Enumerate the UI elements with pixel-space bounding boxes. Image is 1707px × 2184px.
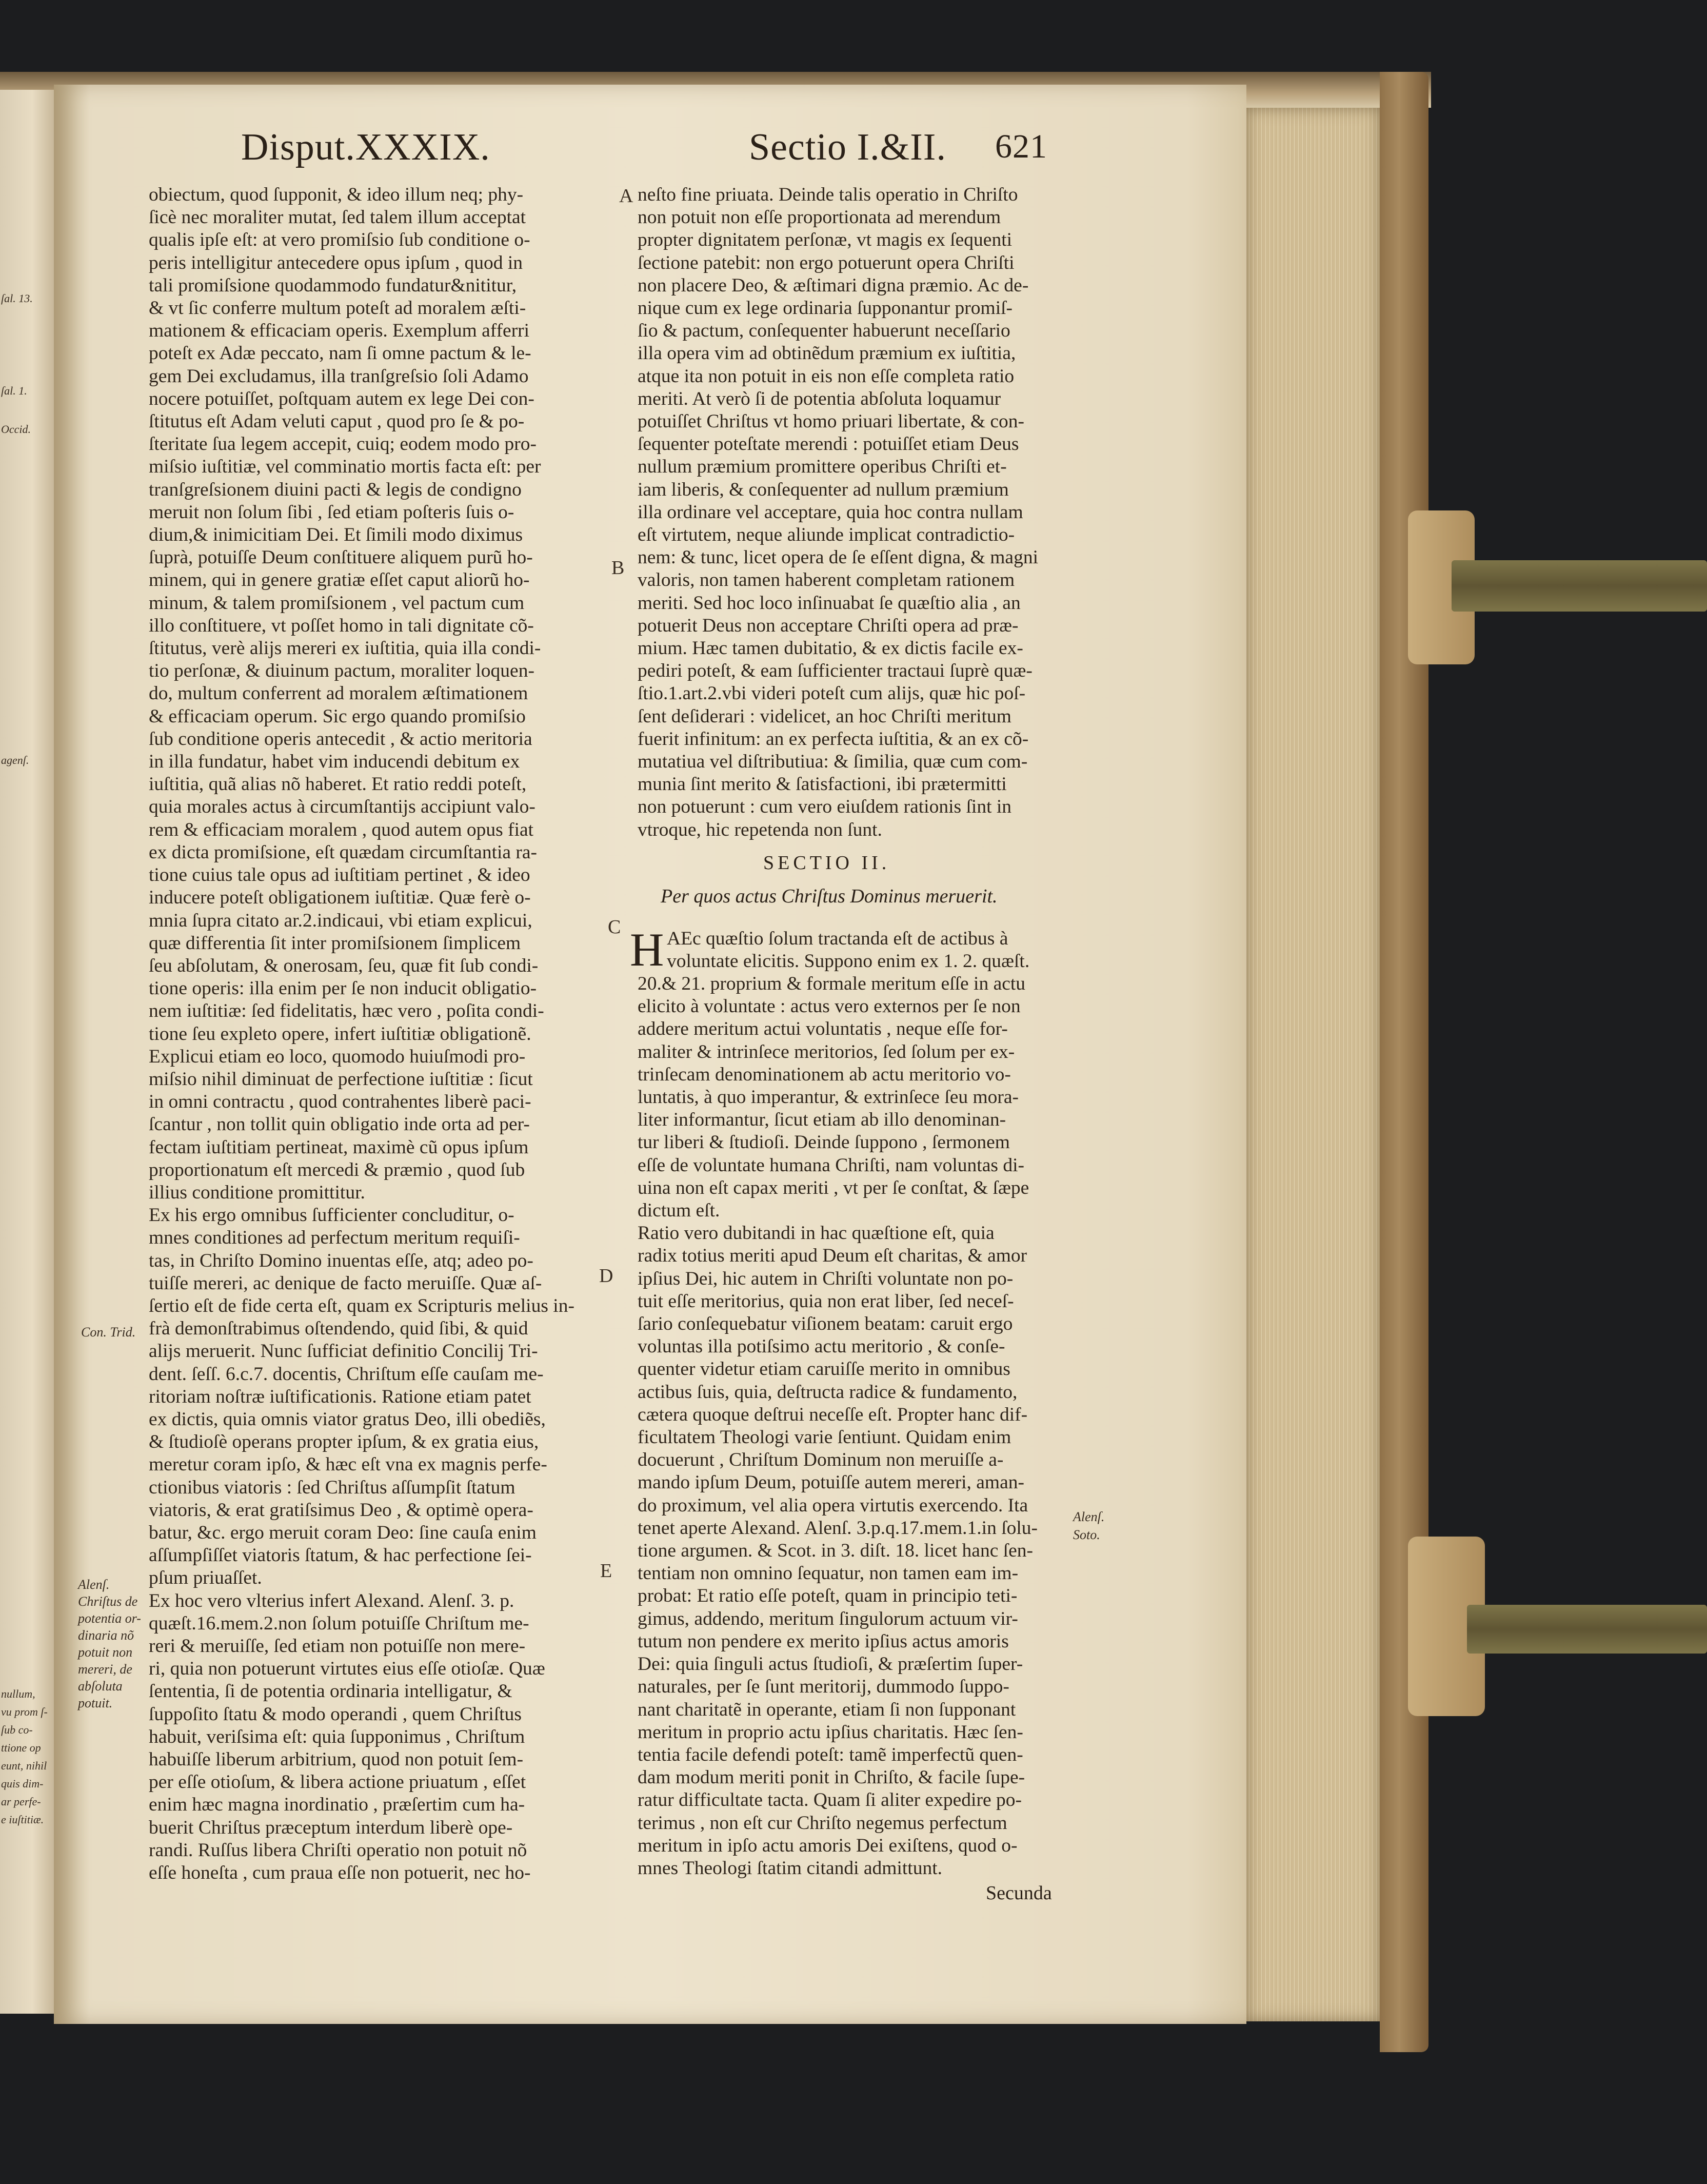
text-line: dent. ſeſſ. 6.c.7. docentis, Chriſtum eſſe cauſam me- <box>149 1363 544 1385</box>
text-line: luntatis, à quo imperantur, & extrinſece ſeu mora- <box>638 1087 1019 1108</box>
text-line: mutatiua vel diſtributiua: & ſimilia, quæ cum com- <box>638 751 1028 773</box>
text-line: ex dictis, quia omnis viator gratus Deo, illi obediẽs, <box>149 1408 546 1430</box>
text-line: inducere poteſt obligationem iuſtitiæ. Quæ ferè o- <box>149 887 531 909</box>
text-line: illius conditione promittitur. <box>149 1182 365 1203</box>
text-line: meruit non ſolum ſibi , ſed etiam poſteris ſuis o- <box>149 501 514 523</box>
margin-note-line: mereri, de <box>78 1662 132 1677</box>
text-line: ſicè nec moraliter mutat, ſed talem illum acceptat <box>149 207 526 228</box>
book-cover-board <box>1380 72 1428 2052</box>
text-line: minem, qui in genere gratiæ eſſet caput aliorũ ho- <box>149 569 530 591</box>
text-line: potuerit Deus non acceptare Chriſti opera ad præ- <box>638 615 1019 636</box>
margin-note-soto: Soto. <box>1073 1527 1100 1542</box>
text-line: iam liberis, & conſequenter ad nullum præmium <box>638 479 1009 500</box>
text-line: alijs meruerit. Nunc ſufficiat definitio Concilij Tri- <box>149 1341 538 1362</box>
text-line: iuſtitia, quã alias nõ haberet. Et ratio reddi poteſt, <box>149 774 527 795</box>
text-line: Explicui etiam eo loco, quomodo huiuſmodi pro- <box>149 1046 526 1067</box>
text-line: tas, in Chriſto Domino inuentas eſſe, atq; adeo po- <box>149 1250 533 1271</box>
text-line: naturales, per ſe ſunt meritorij, dummodo ſuppo- <box>638 1676 1009 1698</box>
text-line: tio perſonæ, & diuinum pactum, moraliter loquen- <box>149 660 534 682</box>
text-line: nant charitatẽ in operante, etiam ſi non ſupponant <box>638 1699 1016 1720</box>
text-line: ſtitutus eſt Adam veluti caput , quod pro ſe & po- <box>149 411 525 432</box>
text-line: elicito à voluntate : actus vero externos per ſe non <box>638 996 1021 1017</box>
text-line: proportionatum eſt mercedi & præmio , quod ſub <box>149 1159 525 1180</box>
text-line: rem & efficaciam moralem , quod autem opus fiat <box>149 819 534 840</box>
text-line: addere meritum actui voluntatis , neque eſſe for- <box>638 1018 1008 1040</box>
text-line: ſequenter poteſtate merendi : potuiſſet etiam Deus <box>638 434 1019 455</box>
text-line: pſum priuaſſet. <box>149 1567 262 1589</box>
text-line: ritoriam noſtræ iuſtificationis. Ratione etiam patet <box>149 1386 531 1407</box>
previous-page-fragment: ar perfe- <box>1 1795 41 1808</box>
margin-note-line: potuit non <box>78 1645 133 1660</box>
text-line: docuerunt , Chriſtum Dominum non meruiſſe a- <box>638 1449 1004 1471</box>
text-line: ctionibus viatoris : ſed Chriſtus aſſumpſit ſtatum <box>149 1477 515 1498</box>
text-line: nem iuſtitiæ: ſed fidelitatis, hæc vero , poſita condi- <box>149 1000 544 1022</box>
text-line: ſub conditione operis antecedit , & actio meritoria <box>149 728 532 750</box>
text-line: ex dicta promiſsione, eſt quædam circumſtantia ra- <box>149 841 538 863</box>
text-line: miſsio iuſtitiæ, vel comminatio mortis facta eſt: per <box>149 456 541 478</box>
text-line: ſuppoſito ſtatu & modo operandi , quem Chriſtus <box>149 1703 522 1725</box>
text-line: meritum in proprio actu ipſius charitatis. Hæc ſen- <box>638 1721 1023 1743</box>
text-line: do proximum, vel alia opera virtutis exercendo. Ita <box>638 1494 1028 1516</box>
text-line: 20.& 21. proprium & formale meritum eſſe in actu <box>638 973 1026 994</box>
left-column <box>149 184 605 1884</box>
text-line: peris intelligitur antecedere opus ipſum , quod in <box>149 252 523 273</box>
right-column-top <box>638 184 1079 841</box>
text-line: liter informantur, ſicut etiam ab illo denominan- <box>638 1109 1006 1131</box>
text-line: per eſſe otioſum, & libera actione priuatum , eſſet <box>149 1772 526 1793</box>
text-line: mium. Hæc tamen dubitatio, & ex dictis facile ex- <box>638 638 1023 659</box>
text-line: ſtitutus, verè alijs mereri ex iuſtitia, quia illa condi- <box>149 638 541 659</box>
text-line: tione operis: illa enim per ſe non inducit obligatio- <box>149 978 537 999</box>
text-line: voluntate elicitis. Suppono enim ex 1. 2. quæſt. <box>667 951 1030 972</box>
text-line: ſeu abſolutam, & onerosam, ſeu, quæ fit ſub condi- <box>149 955 539 976</box>
text-line: in illa fundatur, habet vim inducendi debitum ex <box>149 751 520 773</box>
text-line: nem: & tunc, licet opera de ſe eſſent digna, & magni <box>638 547 1038 568</box>
right-column-indented-lines <box>667 928 1077 973</box>
text-line: valoris, non tamen haberent completam rationem <box>638 569 1015 591</box>
margin-note-alensis <box>78 1576 141 1711</box>
margin-note-line: abſoluta <box>78 1679 123 1694</box>
text-line: meriti. At verò ſi de potentia abſoluta loquamur <box>638 388 1001 409</box>
section-subtitle: Per quos actus Chriſtus Dominus meruerit. <box>661 886 998 907</box>
lower-clasp-strap <box>1467 1605 1707 1654</box>
text-line: Ex hoc vero vlterius infert Alexand. Alenſ. 3. p. <box>149 1590 514 1611</box>
text-line: illo conſtituere, vt poſſet homo in tali dignitate cõ- <box>149 615 534 636</box>
text-line: ipſius Dei, hic autem in Chriſti voluntate non po- <box>638 1268 1014 1289</box>
text-line: fectam iuſtitiam pertineat, maximè cũ opus ipſum <box>149 1136 529 1158</box>
right-column-bottom <box>638 973 1079 1880</box>
text-line: ſertio eſt de fide certa eſt, quam ex Scripturis melius in- <box>149 1295 574 1316</box>
text-line: Dei: quia ſinguli actus ſtudioſi, & præſertim ſuper- <box>638 1654 1023 1675</box>
text-line: tuiſſe mereri, ac denique de facto meruiſſe. Quæ aſ- <box>149 1272 542 1294</box>
text-line: meriti. Sed hoc loco inſinuabat ſe quæſtio alia , an <box>638 592 1021 614</box>
text-line: mationem & efficaciam operis. Exemplum afferri <box>149 320 530 342</box>
text-line: buerit Chriſtus præceptum interdum liberè ope- <box>149 1817 513 1838</box>
text-line: actibus ſuis, quia, deſtructa radice & fundamento, <box>638 1381 1018 1403</box>
previous-page-fragment: ſub co- <box>1 1723 33 1736</box>
text-line: poteſt ex Adæ peccato, nam ſi omne pactum & le- <box>149 343 531 364</box>
text-line: pediri poteſt, & eam ſufficienter tractaui ſuprè quæ- <box>638 660 1033 682</box>
text-line: eſſe de voluntate humana Chriſti, nam voluntas di- <box>638 1154 1024 1176</box>
text-line: ſteritate ſua legem accepit, cuiq; eodem modo pro- <box>149 434 537 455</box>
running-head-left: Disput.XXXIX. <box>241 126 490 168</box>
text-line: illa ordinare vel acceptare, quia hoc contra nullam <box>638 501 1023 523</box>
text-line: reri & meruiſſe, ſed etiam non potuiſſe non mere- <box>149 1636 526 1657</box>
margin-note-alensis-right: Alenſ. <box>1073 1509 1105 1524</box>
text-line: ſio & pactum, conſequenter habuerunt neceſſario <box>638 320 1010 342</box>
page-number: 621 <box>995 128 1047 165</box>
column-letter-c: C <box>608 916 621 938</box>
text-line: & vt ſic conferre multum poteſt ad moralem æſti- <box>149 298 526 319</box>
text-line: Ratio vero dubitandi in hac quæſtione eſt, quia <box>638 1223 995 1244</box>
text-line: tur liberi & ſtudioſi. Deinde ſuppono , ſermonem <box>638 1132 1010 1153</box>
previous-page-fragment: quis dim- <box>1 1777 44 1790</box>
text-line: potuiſſet Chriſtus vt homo priuari libertate, & con- <box>638 411 1025 432</box>
previous-page-fragment: Occid. <box>1 423 31 436</box>
text-line: & ſtudioſè operans propter ipſum, & ex gratia eius, <box>149 1431 539 1453</box>
text-line: obiectum, quod ſupponit, & ideo illum neq; phy- <box>149 184 524 205</box>
previous-page-fragment: vu prom ſ- <box>1 1705 48 1718</box>
text-line: & efficaciam operum. Sic ergo quando promiſsio <box>149 705 526 727</box>
text-line: gem Dei excludamus, illa tranſgreſsio ſoli Adamo <box>149 365 529 387</box>
text-line: trinſecam denominationem ab actu meritorio vo- <box>638 1064 1011 1085</box>
text-line: nique cum ex lege ordinaria ſupponantur promiſ- <box>638 298 1013 319</box>
previous-page-fragment: agenſ. <box>1 754 29 766</box>
text-line: miſsio nihil diminuat de perfectione iuſtitiæ : ſicut <box>149 1068 533 1090</box>
margin-note-council: Con. Trid. <box>81 1325 136 1340</box>
text-line: meritum in ipſo actu amoris Dei exiſtens, quod o- <box>638 1835 1018 1856</box>
text-line: habuiſſe liberum arbitrium, quod non potuit ſem- <box>149 1749 524 1770</box>
text-line: ficultatem Theologi varie ſentiunt. Quidam enim <box>638 1427 1011 1448</box>
text-line: AEc quæſtio ſolum tractanda eſt de actibus à <box>667 928 1008 949</box>
text-line: tione cuius tale opus ad iuſtitiam pertinet , & ideo <box>149 864 530 886</box>
text-line: aſſumpſiſſet viatoris ſtatum, & hac perfectione ſei- <box>149 1545 532 1566</box>
text-line: non placere Deo, & æſtimari digna præmio. Ac de- <box>638 274 1029 296</box>
margin-note-line: Alenſ. <box>78 1577 110 1592</box>
text-line: mando ipſum Deum, potuiſſe autem mereri, aman- <box>638 1472 1024 1493</box>
text-line: tranſgreſsionem diuini pacti & legis de condigno <box>149 479 522 500</box>
text-line: terimus , non eſt cur Chriſto negemus perfectum <box>638 1812 1007 1834</box>
upper-clasp-strap <box>1452 560 1707 612</box>
text-line: non potuerunt : cum vero eiuſdem rationis ſint in <box>638 796 1012 818</box>
previous-page-fragment: ttione op <box>1 1741 41 1754</box>
margin-note-line: Chriſtus de <box>78 1594 138 1609</box>
previous-page-fragment: eunt, nihil <box>1 1759 47 1772</box>
text-line: mnes conditiones ad perfectum meritum requiſi- <box>149 1227 520 1249</box>
text-line: tenet aperte Alexand. Alenſ. 3.p.q.17.mem.1.in ſolu- <box>638 1517 1038 1539</box>
text-line: quenter videtur etiam caruiſſe merito in omnibus <box>638 1359 1010 1380</box>
text-line: ratur difficultate tacta. Quam ſi aliter expedire po- <box>638 1789 1022 1811</box>
text-line: meretur coram ipſo, & hæc eſt vna ex magnis perfe- <box>149 1454 547 1475</box>
text-line: Ex his ergo omnibus ſufficienter concluditur, o- <box>149 1205 514 1226</box>
column-letter-a: A <box>619 185 633 207</box>
text-line: tione ſeu expleto opere, infert iuſtitiæ obligationẽ. <box>149 1023 531 1045</box>
text-line: ſectione patebit: non ergo potuerunt opera Chriſti <box>638 252 1015 273</box>
text-line: ſtio.1.art.2.vbi videri poteſt cum alijs, quæ hic poſ- <box>638 683 1026 704</box>
margin-note-line: potentia or- <box>78 1611 141 1626</box>
text-line: munia ſint merito & ſatisfactioni, ibi prætermitti <box>638 774 1007 795</box>
text-line: quæſt.16.mem.2.non ſolum potuiſſe Chriſtum me- <box>149 1612 529 1634</box>
text-line: quæ differentia ſit inter promiſsionem ſimplicem <box>149 932 521 954</box>
catchword: Secunda <box>986 1882 1052 1904</box>
text-line: eſt virtutem, neque aliunde implicat contradictio- <box>638 524 1015 546</box>
text-line: tentiam non omnino ſequatur, non tamen eam im- <box>638 1563 1019 1584</box>
text-line: viatoris, & erat gratiſsimus Deo , & optimè opera- <box>149 1499 533 1521</box>
column-letter-b: B <box>611 557 625 579</box>
page-block-edge <box>1246 108 1380 2021</box>
column-letter-e: E <box>600 1560 612 1582</box>
text-line: ſententia, ſi de potentia ordinaria intelligatur, & <box>149 1681 512 1702</box>
text-line: batur, &c. ergo meruit coram Deo: ſine cauſa enim <box>149 1522 537 1543</box>
text-line: dam modum meriti ponit in Chriſto, & facile ſupe- <box>638 1767 1025 1788</box>
text-line: eſſe honeſta , cum praua eſſe non potuerit, nec ho- <box>149 1862 531 1884</box>
section-title: SECTIO II. <box>763 852 890 874</box>
text-line: in omni contractu , quod contrahentes liberè paci- <box>149 1091 531 1113</box>
text-line: ſcantur , non tollit quin obligatio inde orta ad per- <box>149 1114 530 1135</box>
text-line: gimus, addendo, meritum ſingulorum actuum vir- <box>638 1608 1018 1629</box>
text-line: ſuprà, potuiſſe Deum conſtituere aliquem purũ ho- <box>149 547 533 568</box>
text-line: nullum præmium promittere operibus Chriſti et- <box>638 456 1007 478</box>
text-line: quia morales actus à circumſtantijs accipiunt valo- <box>149 796 535 818</box>
margin-note-line: dinaria nõ <box>78 1628 134 1643</box>
text-line: vtroque, hic repetenda non ſunt. <box>638 819 882 840</box>
text-line: non potuit non eſſe proportionata ad merendum <box>638 207 1001 228</box>
text-line: nocere potuiſſet, poſtquam autem ex lege Dei con- <box>149 388 534 409</box>
text-line: tali promiſsione quodammodo fundatur&nititur, <box>149 274 517 296</box>
text-line: uina non eſt capax meriti , vt per ſe conſtat, & ſæpe <box>638 1177 1029 1198</box>
text-line: do, multum conferrent ad moralem æſtimationem <box>149 683 528 704</box>
text-line: habuit, veriſsima eſt: quia ſupponimus , Chriſtum <box>149 1726 525 1747</box>
margin-note-line: potuit. <box>78 1696 113 1710</box>
text-line: dium,& inimicitiam Dei. Et ſimili modo diximus <box>149 524 523 546</box>
running-head-section: Sectio I.&II. <box>749 126 946 168</box>
text-line: probat: Et ratio eſſe poteſt, quam in principio teti- <box>638 1585 1018 1607</box>
text-line: mnia ſupra citato ar.2.indicaui, vbi etiam explicui, <box>149 910 532 931</box>
text-line: tutum non pendere ex merito ipſius actus amoris <box>638 1630 1009 1652</box>
drop-cap: H <box>630 923 664 976</box>
text-line: voluntas illa potiſsimo actu meritorio , & conſe- <box>638 1336 1005 1357</box>
text-line: ri, quia non potuerunt virtutes eius eſſe otioſæ. Quæ <box>149 1658 545 1680</box>
text-line: dictum eſt. <box>638 1200 720 1222</box>
previous-page-fragment: ſal. 1. <box>1 384 27 397</box>
text-line: atque ita non potuit in eis non eſſe completa ratio <box>638 365 1015 387</box>
text-line: illa opera vim ad obtinẽdum præmium ex iuſtitia, <box>638 343 1016 364</box>
text-line: ſent deſiderari : videlicet, an hoc Chriſti meritum <box>638 705 1011 727</box>
text-line: ſario conſequebatur viſionem beatam: caruit ergo <box>638 1313 1013 1335</box>
text-line: fuerit infinitum: an ex perfecta iuſtitia, & an ex cõ- <box>638 728 1029 750</box>
text-line: maliter & intrinſece meritorios, ſed ſolum per ex- <box>638 1041 1015 1063</box>
text-line: tuit eſſe meritorius, quia non erat liber, ſed neceſ- <box>638 1290 1014 1312</box>
text-line: propter dignitatem perſonæ, vt magis ex ſequenti <box>638 229 1013 251</box>
previous-page-fragment: nullum, <box>1 1687 35 1700</box>
text-line: frà demonſtrabimus oſtendendo, quid ſibi, & quid <box>149 1318 528 1340</box>
text-line: minum, & talem promiſsionem , vel pactum cum <box>149 592 525 614</box>
previous-page-fragment: ſal. 13. <box>1 292 33 305</box>
text-line: randi. Ruſſus libera Chriſti operatio non potuit nõ <box>149 1839 527 1861</box>
text-line: radix totius meriti apud Deum eſt charitas, & amor <box>638 1245 1027 1267</box>
text-line: tentia facile defendi poteſt: tamẽ imperfectũ quen- <box>638 1744 1023 1765</box>
text-line: tione argumen. & Scot. in 3. diſt. 18. licet hanc ſen- <box>638 1540 1034 1562</box>
previous-page-fragment: e iuſtitiæ. <box>1 1813 44 1826</box>
text-line: neſto fine priuata. Deinde talis operatio in Chriſto <box>638 184 1018 205</box>
text-line: mnes Theologi ſtatim citandi admittunt. <box>638 1857 943 1879</box>
text-line: qualis ipſe eſt: at vero promiſsio ſub conditione o- <box>149 229 530 251</box>
column-letter-d: D <box>599 1265 613 1287</box>
text-line: cætera quoque deſtrui neceſſe eſt. Propter hanc dif- <box>638 1404 1028 1425</box>
text-line: enim hæc magna inordinatio , præſertim cum ha- <box>149 1794 525 1816</box>
